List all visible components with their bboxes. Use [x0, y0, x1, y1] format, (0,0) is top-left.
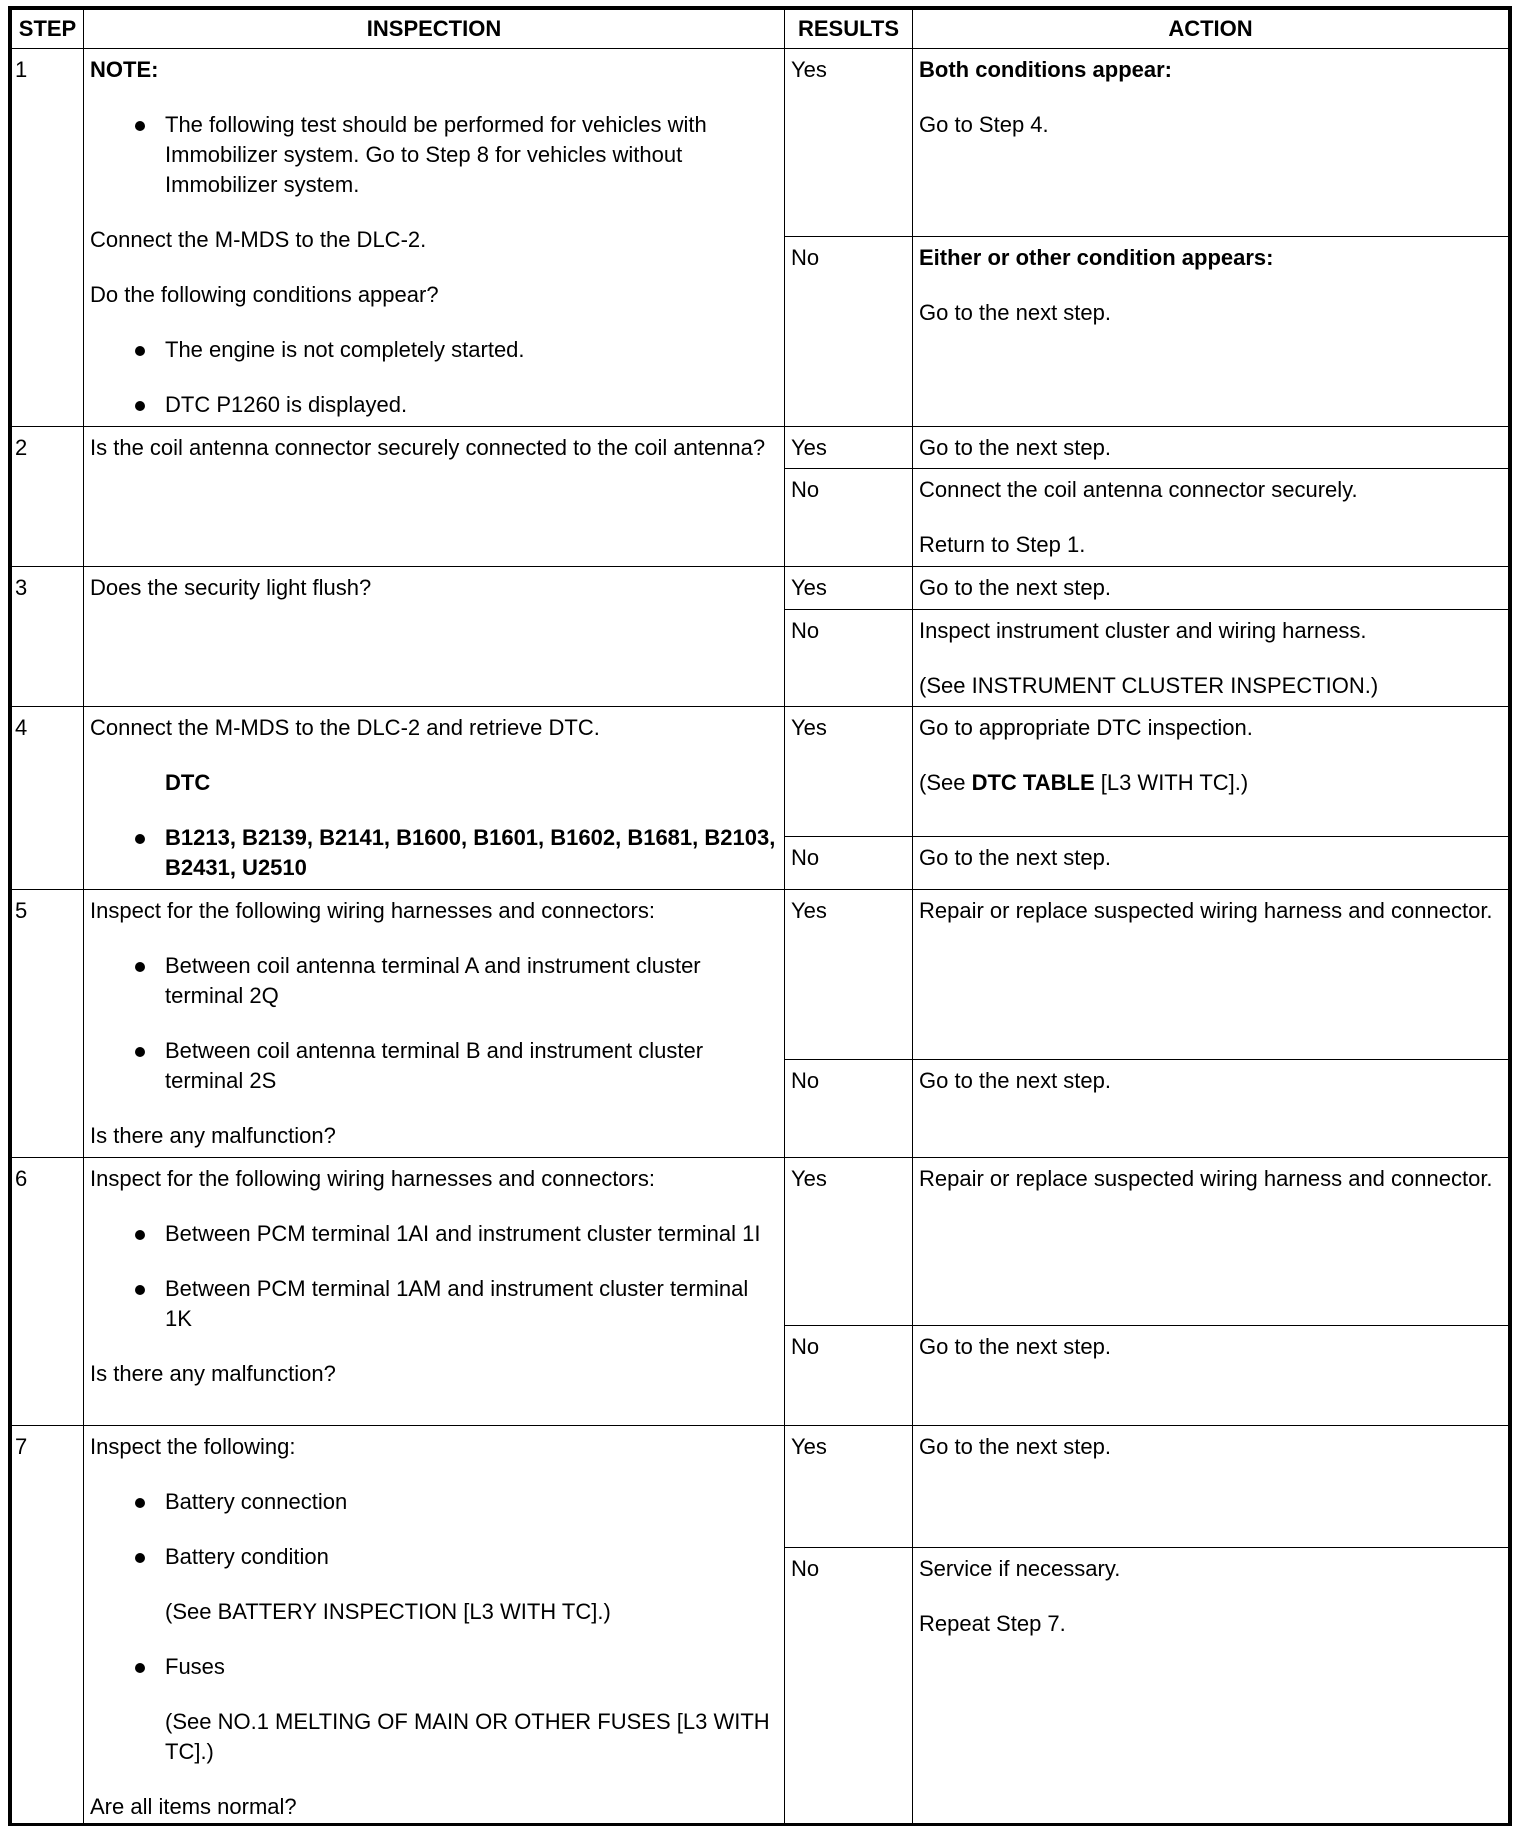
- step-5-yes-row: [12, 890, 1509, 1060]
- action-cell: [913, 237, 1509, 427]
- action-text: Go to the next step.: [919, 1334, 1112, 1359]
- action-see-reference: [919, 768, 1502, 798]
- step-3-yes-row: [12, 567, 1509, 610]
- action-text: Connect the coil antenna connector securely.: [919, 477, 1358, 502]
- result-no: No: [785, 1060, 913, 1158]
- action-text: Return to Step 1.: [919, 532, 1086, 557]
- inspect-item: Battery condition: [165, 1544, 329, 1569]
- action-cell: [913, 890, 1509, 1060]
- harness-list: [90, 951, 778, 1096]
- action-text: Inspect instrument cluster and wiring harness.: [919, 618, 1367, 643]
- action-cell: [913, 427, 1509, 469]
- inspection-closing: Are all items normal?: [90, 1794, 297, 1819]
- action-text: Go to the next step.: [919, 845, 1112, 870]
- action-cell: [913, 1548, 1509, 1826]
- troubleshooting-table: [11, 9, 1509, 1826]
- step-number: 3: [12, 567, 84, 707]
- action-text: Go to the next step.: [919, 435, 1112, 460]
- step-1-yes-row: [12, 49, 1509, 237]
- dtc-list: [90, 823, 778, 883]
- inspection-line: Do the following conditions appear?: [90, 282, 439, 307]
- step-3-inspection: [84, 567, 785, 707]
- inspect-bullet: [165, 1487, 778, 1517]
- action-text: Go to appropriate DTC inspection.: [919, 715, 1253, 740]
- inspection-question: Does the security light flush?: [90, 575, 372, 600]
- inspect-item: Fuses: [165, 1654, 225, 1679]
- step-4-yes-row: [12, 707, 1509, 837]
- inspection-question: Connect the M-MDS to the DLC-2 and retrieve DTC.: [90, 715, 600, 740]
- condition-list: [90, 335, 778, 420]
- action-cell: [913, 1158, 1509, 1326]
- action-text: Repeat Step 7.: [919, 1611, 1066, 1636]
- action-text: (See INSTRUMENT CLUSTER INSPECTION.): [919, 673, 1379, 698]
- see-prefix: (See: [919, 770, 972, 795]
- harness-list: [90, 1219, 778, 1334]
- harness-bullet: Between coil antenna terminal B and instrument cluster terminal 2S: [165, 1036, 778, 1096]
- see-suffix: [L3 WITH TC].): [1094, 770, 1249, 795]
- note-bullet: The following test should be performed for vehicles with Immobilizer system. Go to Step 8 for vehicles without Immobilizer system.: [165, 110, 778, 200]
- inspection-closing: Is there any malfunction?: [90, 1361, 336, 1386]
- result-no: No: [785, 837, 913, 890]
- action-title: Either or other condition appears:: [919, 245, 1274, 270]
- inspect-bullet: [165, 1542, 778, 1627]
- note-title: NOTE:: [90, 57, 159, 82]
- inspect-see-reference: (See NO.1 MELTING OF MAIN OR OTHER FUSES [L3 WITH TC].): [165, 1709, 770, 1764]
- action-text: Repair or replace suspected wiring harness and connector.: [919, 1166, 1493, 1191]
- condition-bullet: DTC P1260 is displayed.: [165, 390, 778, 420]
- result-yes: Yes: [785, 707, 913, 837]
- result-yes: Yes: [785, 427, 913, 469]
- header-action: ACTION: [913, 10, 1509, 49]
- harness-bullet: Between PCM terminal 1AM and instrument cluster terminal 1K: [165, 1274, 778, 1334]
- header-step: STEP: [12, 10, 84, 49]
- dtc-subhead: DTC: [165, 770, 211, 795]
- result-no: No: [785, 1548, 913, 1826]
- step-number: 7: [12, 1426, 84, 1826]
- inspection-question: Is the coil antenna connector securely connected to the coil antenna?: [90, 435, 766, 460]
- header-row: [12, 10, 1509, 49]
- header-inspection: INSPECTION: [84, 10, 785, 49]
- action-cell: [913, 1426, 1509, 1548]
- step-4-inspection: [84, 707, 785, 890]
- step-6-yes-row: [12, 1158, 1509, 1326]
- condition-bullet: The engine is not completely started.: [165, 335, 778, 365]
- step-1-inspection: [84, 49, 785, 427]
- result-yes: Yes: [785, 49, 913, 237]
- step-2-yes-row: [12, 427, 1509, 469]
- action-text: Service if necessary.: [919, 1556, 1121, 1581]
- step-7-yes-row: [12, 1426, 1509, 1548]
- inspection-question: Inspect for the following wiring harnesses and connectors:: [90, 1166, 655, 1191]
- result-no: No: [785, 610, 913, 707]
- action-cell: [913, 1326, 1509, 1426]
- see-link-text: DTC TABLE: [971, 770, 1095, 795]
- inspect-item: Battery connection: [165, 1489, 348, 1514]
- inspection-closing: Is there any malfunction?: [90, 1123, 336, 1148]
- inspect-see-reference: (See BATTERY INSPECTION [L3 WITH TC].): [165, 1599, 611, 1624]
- step-number: 5: [12, 890, 84, 1158]
- note-list: [90, 110, 778, 200]
- inspect-bullet: [165, 1652, 778, 1767]
- inspection-question: Inspect the following:: [90, 1434, 296, 1459]
- action-cell: [913, 610, 1509, 707]
- result-yes: Yes: [785, 1158, 913, 1326]
- action-cell: [913, 469, 1509, 567]
- step-2-inspection: [84, 427, 785, 567]
- dtc-bullet: B1213, B2139, B2141, B1600, B1601, B1602, B1681, B2103, B2431, U2510: [165, 823, 778, 883]
- step-7-inspection: [84, 1426, 785, 1826]
- troubleshooting-table-container: [8, 6, 1512, 1826]
- step-6-inspection: [84, 1158, 785, 1426]
- step-number: 1: [12, 49, 84, 427]
- result-yes: Yes: [785, 567, 913, 610]
- inspection-line: Connect the M-MDS to the DLC-2.: [90, 227, 427, 252]
- result-no: No: [785, 1326, 913, 1426]
- step-number: 2: [12, 427, 84, 567]
- action-cell: [913, 1060, 1509, 1158]
- action-text: Go to the next step.: [919, 1068, 1112, 1093]
- action-text: Go to the next step.: [919, 300, 1112, 325]
- result-yes: Yes: [785, 1426, 913, 1548]
- action-cell: [913, 49, 1509, 237]
- action-text: Go to the next step.: [919, 1434, 1112, 1459]
- result-yes: Yes: [785, 890, 913, 1060]
- action-text: Repair or replace suspected wiring harness and connector.: [919, 898, 1493, 923]
- step-number: 6: [12, 1158, 84, 1426]
- action-title: Both conditions appear:: [919, 57, 1172, 82]
- result-no: No: [785, 469, 913, 567]
- step-5-inspection: [84, 890, 785, 1158]
- inspection-question: Inspect for the following wiring harnesses and connectors:: [90, 898, 655, 923]
- inspect-list: [90, 1487, 778, 1767]
- result-no: No: [785, 237, 913, 427]
- harness-bullet: Between coil antenna terminal A and instrument cluster terminal 2Q: [165, 951, 778, 1011]
- action-cell: [913, 837, 1509, 890]
- header-results: RESULTS: [785, 10, 913, 49]
- action-cell: [913, 707, 1509, 837]
- harness-bullet: Between PCM terminal 1AI and instrument cluster terminal 1I: [165, 1219, 778, 1249]
- step-number: 4: [12, 707, 84, 890]
- action-cell: [913, 567, 1509, 610]
- action-text: Go to the next step.: [919, 575, 1112, 600]
- action-text: Go to Step 4.: [919, 112, 1049, 137]
